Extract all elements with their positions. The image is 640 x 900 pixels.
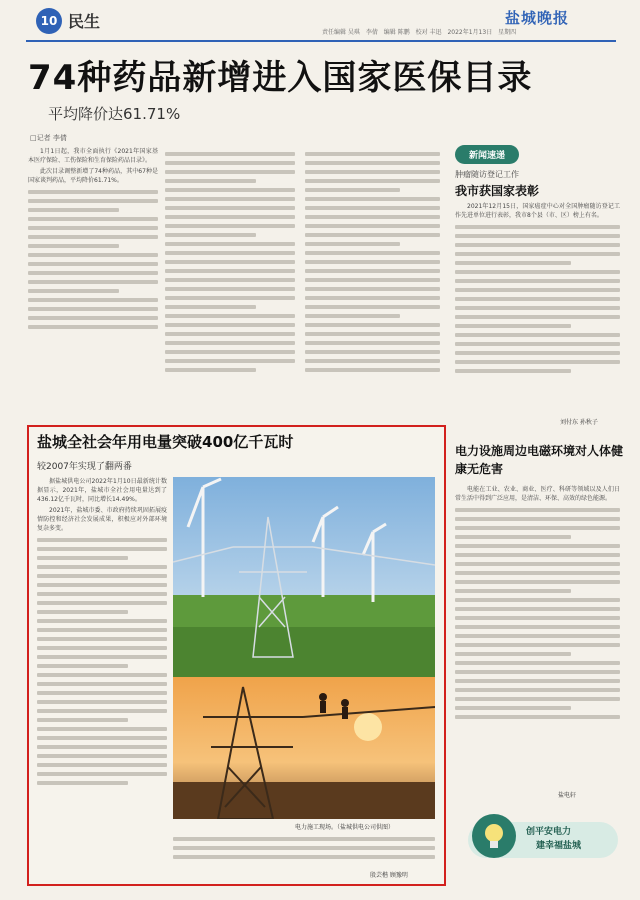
feature-bottom-text <box>173 832 435 868</box>
feature-photo <box>173 477 435 819</box>
newspaper-logo: 盐城晚报 <box>505 9 570 27</box>
lead-byline: □记者 李倩 <box>30 134 67 142</box>
editor-credit: 责任编辑 吴琪 <box>322 29 360 36</box>
promo-banner <box>468 810 618 870</box>
editorial-line <box>322 27 520 36</box>
feature-column-1 <box>37 477 167 875</box>
designer-credit: 编辑 陈鹏 <box>383 29 410 36</box>
feature-paragraph-1: 据盐城供电公司2022年1月10日最新统计数据显示，2021年，盐城市全社会用电量达到了436.12亿千瓦时，同比增长14.49%。 <box>37 478 167 503</box>
feature-subheadline: 较2007年实现了翻两番 <box>37 462 132 472</box>
feature-photo-caption: 电力施工现场。（盐城供电公司供图） <box>295 824 395 831</box>
lead-column-2 <box>165 147 295 415</box>
page-header <box>0 0 640 38</box>
right-article-title: 电力设施周边电磁环境对人体健康无危害 <box>455 444 624 476</box>
side-news-title: 我市获国家表彰 <box>455 184 540 198</box>
lead-paragraph-1: 1月1日起，我市全面执行《2021年国家基本医疗保险、工伤保险和生育保险药品目录》。 <box>28 148 158 164</box>
issue-date: 2022年1月13日 <box>447 29 493 36</box>
proofreader-credit: 校对 丰迅 <box>415 29 442 36</box>
right-article-author: 盐电轩 <box>558 792 577 799</box>
promo-line-2: 建幸福盐城 <box>536 841 582 851</box>
lightbulb-icon <box>472 814 516 858</box>
lead-column-1 <box>28 147 158 415</box>
feature-authors: 殷芸楷 顾豫明 <box>370 872 408 879</box>
power-tower-photo <box>173 477 435 819</box>
lead-headline: 74种药品新增进入国家医保目录 <box>28 58 533 98</box>
feature-headline: 盐城全社会年用电量突破400亿千瓦时 <box>37 433 294 451</box>
issue-weekday: 星期四 <box>498 29 517 36</box>
section-label: 民生 <box>68 12 101 31</box>
editor-credit-2: 李倩 <box>365 29 378 36</box>
lead-column-3 <box>305 147 440 415</box>
news-express-badge: 新闻速递 <box>455 145 519 164</box>
lead-paragraph-2: 此次目录调整新增了74种药品，其中67种是国家谈判药品，平均降价61.71%。 <box>28 168 158 184</box>
feature-paragraph-2: 2021年，盐城市委、市政府持续巩固拓展疫情防控和经济社会发展成果，积极应对外部环境复杂多变。 <box>37 507 167 532</box>
header-rule <box>26 40 616 42</box>
promo-line-1: 创平安电力 <box>526 827 572 837</box>
side-news-authors: 刘付东 孙秋子 <box>560 419 598 426</box>
right-article-body <box>455 485 620 787</box>
lead-subheadline: 平均降价达61.71% <box>48 105 181 123</box>
side-news-paragraph: 2021年12月15日，国家癌症中心对全国肿瘤随访登记工作先进单位进行表彰，我市8个县（市、区）榜上有名。 <box>455 203 620 219</box>
side-news-kicker: 肿瘤随访登记工作 <box>455 170 519 179</box>
side-news-body <box>455 202 620 414</box>
page-number-badge: 10 <box>36 8 62 34</box>
right-article-paragraph: 电能在工业、农业、商业、医疗、科研等领域以及人们日常生活中得到广泛应用，是清洁、环保、高效的绿色能源。 <box>455 486 620 502</box>
